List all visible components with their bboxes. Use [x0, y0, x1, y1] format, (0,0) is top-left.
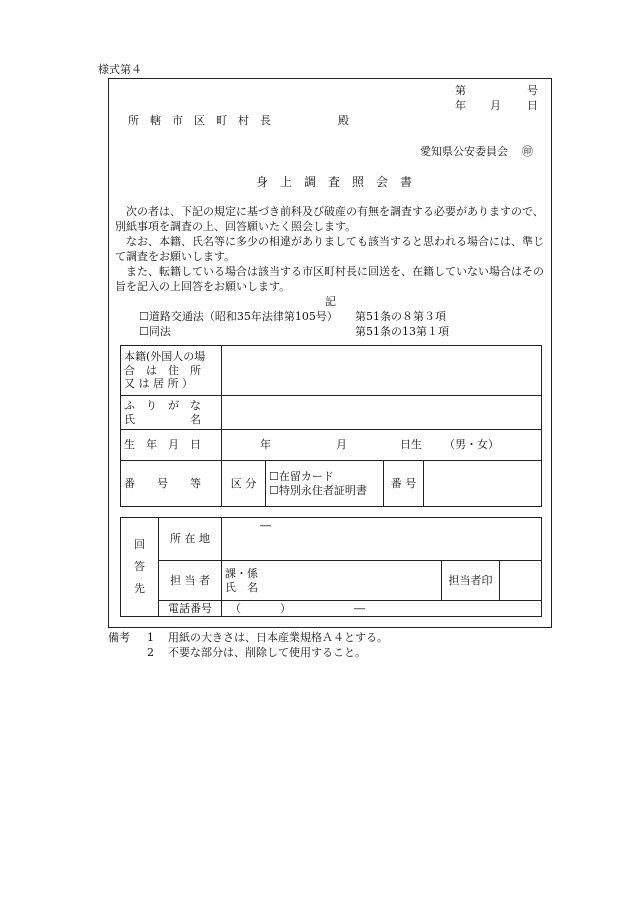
paragraph-3: また、転籍している場合は該当する市区町村長に回送を、在籍していない場合はその旨を記入の上回答をお願いします。	[115, 265, 544, 293]
note-2-text: 不要な部分は、削除して使用すること。	[168, 646, 366, 659]
address-field[interactable]	[222, 518, 542, 561]
regulation-1-checkbox[interactable]: ☐道路交通法（昭和35年法律第105号）	[139, 310, 338, 323]
regulation-2-article: 第51条の13第１項	[355, 325, 449, 338]
birth-month: 月	[336, 438, 347, 451]
address-label: 所 在 地	[159, 518, 222, 561]
birthdate-field[interactable]	[222, 430, 542, 461]
honseki-label: 本籍(外国人の場 合 は 住 所 又 は 居 所 ）	[121, 346, 222, 396]
address-row	[121, 518, 542, 561]
phone-close-paren: ）	[280, 602, 291, 615]
form-label: 様式第４	[98, 63, 142, 76]
paragraph-1: 次の者は、下記の規定に基づき前科及び破産の有無を調査する必要がありますので、別紙事項を調査の上、回答願いたく照会します。	[115, 205, 544, 233]
regulation-1-article: 第51条の８第３項	[355, 310, 446, 323]
phone-open-paren: （	[230, 602, 241, 615]
reply-table	[120, 517, 542, 617]
document-title: 身 上 調 査 照 会 書	[256, 175, 413, 189]
number-go: 号	[527, 84, 538, 97]
name-field[interactable]	[222, 396, 542, 430]
paragraph-2: なお、本籍、氏名等に多少の相違がありましても該当すると思われる場合には、準じて調査をお願いします。	[115, 235, 544, 263]
number-label: 番 号	[384, 461, 424, 507]
kubun-label: 区 分	[222, 461, 266, 507]
person-field[interactable]	[222, 561, 442, 601]
seal-field[interactable]	[500, 561, 542, 601]
number-dai: 第	[455, 84, 466, 97]
phone-field[interactable]	[222, 601, 542, 617]
id-row	[121, 461, 542, 507]
subject-table	[120, 345, 542, 507]
notes-label: 備考	[108, 631, 130, 644]
number-field[interactable]	[424, 461, 542, 507]
seal-label: 担当者印	[442, 561, 500, 601]
date-day: 日	[527, 99, 538, 112]
regulation-2-checkbox[interactable]: ☐同法	[139, 325, 171, 338]
honseki-row	[121, 346, 542, 396]
honseki-field[interactable]	[222, 346, 542, 396]
kubun-options	[266, 461, 384, 507]
name-row	[121, 396, 542, 430]
note-1-text: 用紙の大きさは、日本産業規格Ａ４とする。	[168, 631, 388, 644]
dept-label: 課・係	[225, 567, 258, 580]
ki-label: 記	[325, 295, 336, 308]
birth-year: 年	[260, 438, 271, 451]
gender-option[interactable]: （男・女）	[444, 438, 499, 451]
date-month: 月	[490, 99, 501, 112]
seal-mark: ㊞	[522, 145, 533, 158]
honorific: 殿	[338, 114, 349, 127]
name-label: ふ り が な 氏 名	[121, 396, 222, 430]
id-label: 番 号 等	[121, 461, 222, 507]
sender: 愛知県公安委員会	[420, 145, 508, 158]
reply-dest-label: 回 答 先	[121, 518, 159, 617]
addressee: 所 轄 市 区 町 村 長	[128, 114, 271, 127]
person-name-label: 氏 名	[225, 580, 258, 594]
address-dash: ―	[260, 519, 271, 532]
phone-label: 電話番号	[159, 601, 222, 617]
phone-dash: ―	[354, 602, 365, 615]
birthdate-row	[121, 430, 542, 461]
note-1-number: 1	[147, 631, 154, 644]
person-label: 担 当 者	[159, 561, 222, 601]
birthdate-label: 生 年 月 日	[121, 430, 222, 461]
special-permanent-checkbox[interactable]: ☐特別永住者証明書	[269, 483, 367, 497]
person-row	[121, 561, 542, 601]
date-year: 年	[455, 99, 466, 112]
phone-row	[121, 601, 542, 617]
note-2-number: 2	[147, 646, 154, 659]
birth-day: 日生	[400, 438, 422, 451]
residence-card-checkbox[interactable]: ☐在留カード	[269, 470, 334, 483]
